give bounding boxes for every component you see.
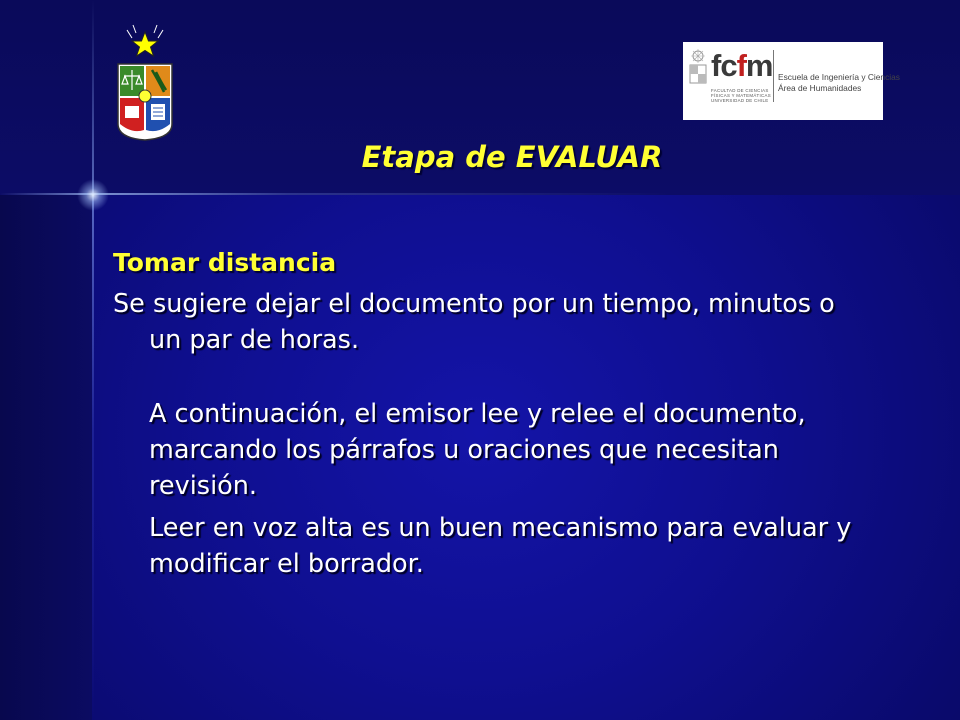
slide-subtitle: Tomar distancia [113, 248, 337, 277]
sparkle-vertical-line [92, 0, 94, 720]
slide-title: Etapa de EVALUAR [361, 140, 663, 174]
fcfm-logo [683, 42, 900, 120]
sparkle-horizontal-line [0, 193, 960, 195]
paragraph-1: Se sugiere dejar el documento por un tiempo, minutos o un par de horas. [113, 289, 835, 355]
fcfm-divider [773, 50, 774, 102]
fcfm-area-name: Área de Humanidades [778, 83, 862, 93]
left-band [0, 195, 92, 720]
slide-content [113, 246, 873, 582]
fcfm-faculty-text: FACULTAD DE CIENCIAS FÍSICAS Y MATEMÁTICAS UNIVERSIDAD DE CHILE [711, 88, 771, 104]
fcfm-school-name: Escuela de Ingeniería y Ciencias [778, 72, 900, 82]
paragraph-2: A continuación, el emisor lee y relee el documento, marcando los párrafos u oraciones que necesitan revisión. [149, 399, 806, 501]
fcfm-wordmark: fcfm [711, 48, 773, 83]
sparkle-star-icon [77, 179, 109, 211]
fcfm-seal-icon [687, 48, 709, 88]
paragraph-3: Leer en voz alta es un buen mecanismo para evaluar y modificar el borrador. [149, 513, 852, 579]
university-crest-icon [112, 20, 178, 144]
